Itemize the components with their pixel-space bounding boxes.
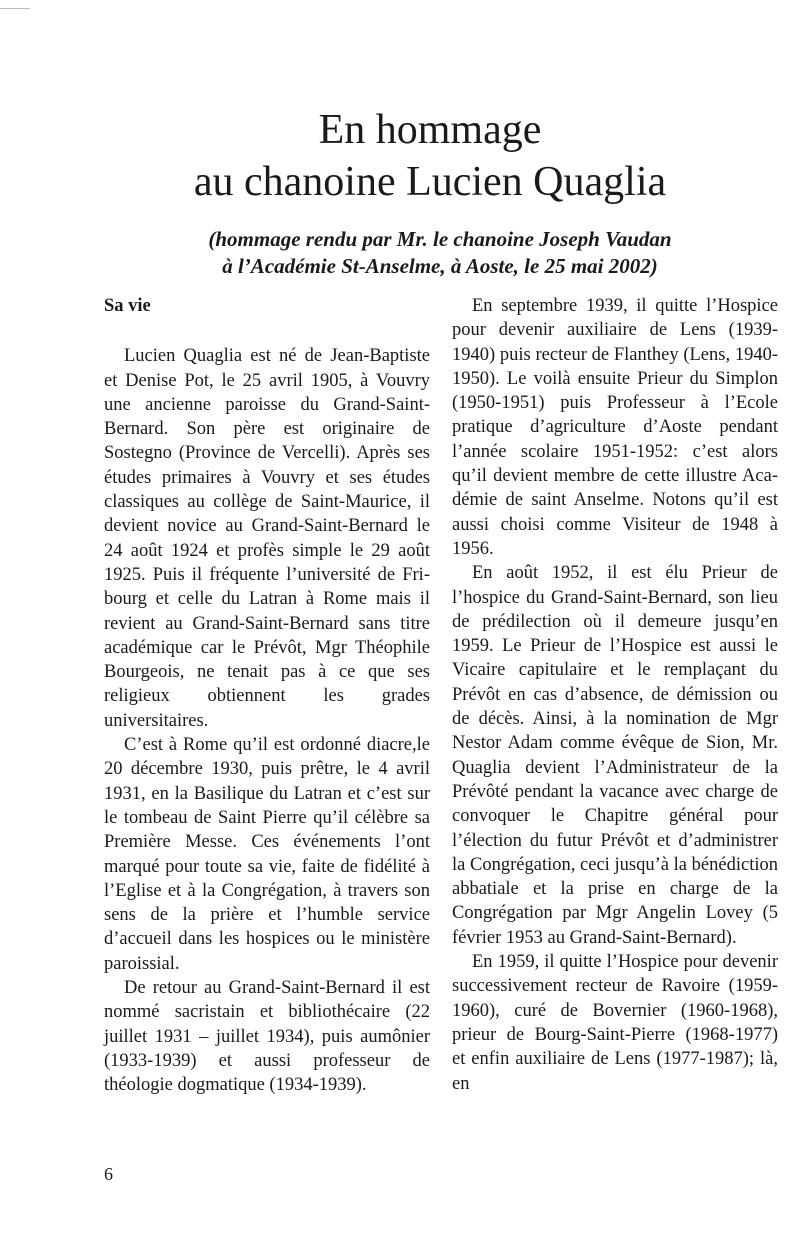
- section-heading: Sa vie: [104, 296, 151, 316]
- subtitle-line-2: à l’Académie St-Anselme, à Aoste, le 25 mai 2002): [222, 254, 658, 278]
- page-number: 6: [104, 1164, 113, 1184]
- scan-edge-mark: [0, 8, 30, 9]
- right-column: [452, 294, 778, 1096]
- paragraph: En septembre 1939, il quitte l’Hospice pour devenir auxiliaire de Lens (1939-1940) puis recteur de Flanthey (Lens, 1940-1950). Le voilà ensuite Prieur du Simplon (1950-1951) puis Professeur à l’Ecole pratique d’agriculture d’Aoste pendant l’année scolaire 1951-1952: c’est alors qu’il devient membre de cette illustre Académie de saint Anselme. Notons qu’il est aussi choisi comme Visiteur de 1948 à 1956.: [452, 296, 778, 559]
- title-line-1: En hommage: [318, 107, 542, 153]
- paragraph: C’est à Rome qu’il est ordonné diacre,le 20 décembre 1930, puis prêtre, le 4 avril 1931, en la Basilique du Latran et c’est sur le tombeau de Saint Pierre qu’il célèbre sa Première Messe. Ces événements l’ont marqué pour toute sa vie, faite de fidélité à l’Eglise et à la Congrégation, à travers son sens de la prière et l’humble service d’accueil dans les hospices ou le ministère paroissial.: [104, 735, 430, 974]
- left-column: [104, 294, 430, 1098]
- paragraph: En août 1952, il est élu Prieur de l’hospice du Grand-Saint-Bernard, son lieu de prédilection où il demeure jusqu’en 1959. Le Prieur de l’Hospice est aussi le Vicaire capitulaire et le remplaçant du Prévôt en cas d’absence, de démission ou de décès. Ainsi, à la nomination de Mgr Nestor Adam comme évêque de Sion, Mr. Quaglia devient l’Administrateur de la Prévôté pendant la vacance avec charge de convoquer le Chapitre général pour l’élection du futur Prévôt et d’administrer la Congrégation, ceci jusqu’à la bénédiction abbatiale et la prise en charge de la Congrégation par Mgr Angelin Lovey (5 février 1953 au Grand-Saint-Bernard).: [452, 563, 778, 948]
- subtitle-line-1: (hommage rendu par Mr. le chanoine Joseph Vaudan: [208, 227, 672, 251]
- page-subtitle: [120, 226, 760, 280]
- title-line-2: au chanoine Lucien Quaglia: [193, 159, 667, 205]
- paragraph: De retour au Grand-Saint-Bernard il est nommé sacristain et bibliothécaire (22 juillet 1931 – juillet 1934), puis aumônier (1933-1939) et aussi professeur de théologie dogmatique (1934-1939).: [104, 978, 430, 1096]
- paragraph: En 1959, il quitte l’Hospice pour devenir successivement recteur de Ravoire (1959-1960), curé de Bovernier (1960-1968), prieur de Bourg-Saint-Pierre (1968-1977) et enfin auxiliaire de Lens (1977-1987); là, en: [452, 952, 778, 1094]
- paragraph: Lucien Quaglia est né de Jean-Baptiste et Denise Pot, le 25 avril 1905, à Vouvry une ancienne paroisse du Grand-Saint-Bernard. Son père est originaire de Sostegno (Province de Vercelli). Après ses études primaires à Vouvry et ses études classiques au collège de Saint-Maurice, il devient novice au Grand-Saint-Bernard le 24 août 1924 et profès simple le 29 août 1925. Puis il fréquente l’université de Fribourg et celle du Latran à Rome mais il revient au Grand-Saint-Bernard sans titre académique car le Prévôt, Mgr Théophile Bourgeois, ne tenait pas à ce que ses religieux obtiennent les grades universitaires.: [104, 346, 430, 731]
- page-title: [100, 104, 760, 208]
